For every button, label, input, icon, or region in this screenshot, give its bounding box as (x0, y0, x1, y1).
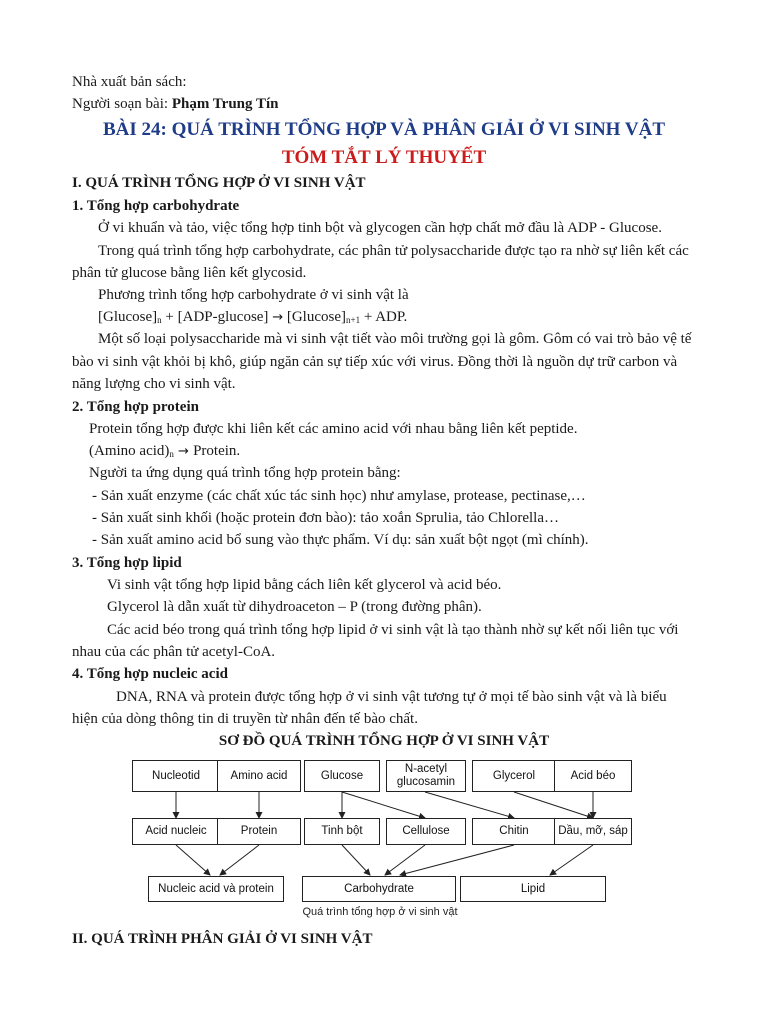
box-lipid: Lipid (460, 876, 606, 902)
eq-term: + ADP. (360, 309, 408, 325)
author-label: Người soạn bài: (72, 96, 172, 112)
section2-heading: II. QUÁ TRÌNH PHÂN GIẢI Ở VI SINH VẬT (72, 931, 373, 947)
arrow (342, 792, 425, 818)
eq-term: [Glucose] (98, 309, 158, 325)
box-protein: Protein (217, 818, 301, 845)
summary-title: TÓM TẮT LÝ THUYẾT (281, 147, 487, 168)
author-name: Phạm Trung Tín (171, 96, 279, 112)
arrow (425, 792, 514, 818)
box-glycerol: Glycerol (472, 760, 556, 792)
carb-paragraph-2b: phân tử glucose bằng liên kết glycosid. (72, 265, 307, 281)
box-cellulose: Cellulose (386, 818, 466, 845)
lipid-paragraph-3b: nhau của các phân tử acetyl-CoA. (72, 644, 276, 660)
carb-equation (98, 307, 407, 328)
section1-heading: I. QUÁ TRÌNH TỔNG HỢP Ở VI SINH VẬT (72, 175, 366, 191)
arrow (514, 792, 593, 818)
synthesis-diagram (120, 752, 640, 924)
protein-equation (89, 441, 240, 462)
right-arrow-icon: → (272, 310, 284, 325)
box-carbohydrate: Carbohydrate (302, 876, 456, 902)
eq-subscript: n (169, 449, 174, 459)
right-arrow-icon: → (173, 444, 194, 459)
carb-paragraph-3: Phương trình tổng hợp carbohydrate ở vi sinh vật là (98, 287, 409, 303)
eq-term: [Glucose] (283, 309, 346, 325)
box-amino-acid: Amino acid (217, 760, 301, 792)
box-chitin: Chitin (472, 818, 556, 845)
eq-term: Protein. (193, 443, 241, 459)
carb-paragraph-2a: Trong quá trình tổng hợp carbohydrate, các phân tử polysaccharide được tạo ra nhờ sự liên kết các (98, 243, 689, 259)
publisher-label: Nhà xuất bản sách: (72, 74, 187, 90)
box-n-acetyl-glucosamin: N-acetyl glucosamin (386, 760, 466, 792)
lipid-paragraph-1: Vi sinh vật tổng hợp lipid bằng cách liên kết glycerol và acid béo. (107, 577, 502, 593)
box-acid-beo: Acid béo (554, 760, 632, 792)
eq-subscript: n (157, 315, 162, 325)
arrow (550, 845, 593, 875)
lesson-title: BÀI 24: QUÁ TRÌNH TỔNG HỢP VÀ PHÂN GIẢI Ở VI SINH VẬT (102, 119, 665, 140)
lipid-paragraph-2: Glycerol là dẫn xuất từ dihydroaceton – P (trong đường phân). (107, 599, 482, 615)
box-tinh-bot: Tinh bột (304, 818, 380, 845)
lipid-heading: 3. Tổng hợp lipid (72, 555, 182, 571)
box-glucose: Glucose (304, 760, 380, 792)
nucleic-paragraph-1b: hiện của dòng thông tin di truyền từ nhân đến tế bào chất. (72, 711, 418, 727)
eq-subscript: n+1 (346, 315, 361, 325)
carb-paragraph-4b: bào vi sinh vật khỏi bị khô, giúp ngăn cản sự tiếp xúc với virus. Đồng thời là nguồn dự trữ carbon và (72, 354, 678, 370)
list-item: - Sản xuất amino acid bổ sung vào thực phẩm. Ví dụ: sản xuất bột ngọt (mì chính). (92, 532, 589, 548)
diagram-title: SƠ ĐỒ QUÁ TRÌNH TỔNG HỢP Ở VI SINH VẬT (218, 733, 550, 749)
box-nucleic-acid-and-protein: Nucleic acid và protein (148, 876, 284, 902)
carb-paragraph-4c: năng lượng cho vi sinh vật. (72, 376, 236, 392)
protein-paragraph-2: Người ta ứng dụng quá trình tổng hợp protein bằng: (89, 465, 401, 481)
list-item: - Sản xuất sinh khối (hoặc protein đơn bào): tảo xoắn Sprulia, tảo Chlorella… (92, 510, 559, 526)
protein-heading: 2. Tổng hợp protein (72, 399, 199, 415)
carb-heading: 1. Tổng hợp carbohydrate (72, 198, 240, 214)
diagram-caption: Quá trình tổng hợp ở vi sinh vật (302, 906, 458, 918)
list-item: - Sản xuất enzyme (các chất xúc tác sinh học) như amylase, protease, pectinase,… (92, 488, 586, 504)
box-acid-nucleic: Acid nucleic (132, 818, 220, 845)
arrow (342, 845, 370, 875)
arrow (176, 845, 210, 875)
eq-term: (Amino acid) (89, 443, 170, 459)
box-nucleotid: Nucleotid (132, 760, 220, 792)
protein-paragraph-1: Protein tổng hợp được khi liên kết các amino acid với nhau bằng liên kết peptide. (89, 421, 578, 437)
carb-paragraph-4a: Một số loại polysaccharide mà vi sinh vật tiết vào môi trường gọi là gôm. Gôm có vai trò bảo vệ tế (98, 331, 692, 347)
lipid-paragraph-3a: Các acid béo trong quá trình tổng hợp lipid ở vi sinh vật là tạo thành nhờ sự kết nối liên tục với (107, 622, 679, 638)
box-dau-mo-sap: Dầu, mỡ, sáp (554, 818, 632, 845)
nucleic-heading: 4. Tổng hợp nucleic acid (72, 666, 228, 682)
arrow (400, 845, 514, 875)
carb-paragraph-1: Ở vi khuẩn và tảo, việc tổng hợp tinh bột và glycogen cần hợp chất mở đầu là ADP - Glucose. (98, 220, 662, 236)
author-line (72, 94, 279, 114)
nucleic-paragraph-1a: DNA, RNA và protein được tổng hợp ở vi sinh vật tương tự ở mọi tế bào sinh vật và là biểu (116, 689, 667, 705)
eq-term: + [ADP-glucose] (161, 309, 273, 325)
arrow (220, 845, 259, 875)
